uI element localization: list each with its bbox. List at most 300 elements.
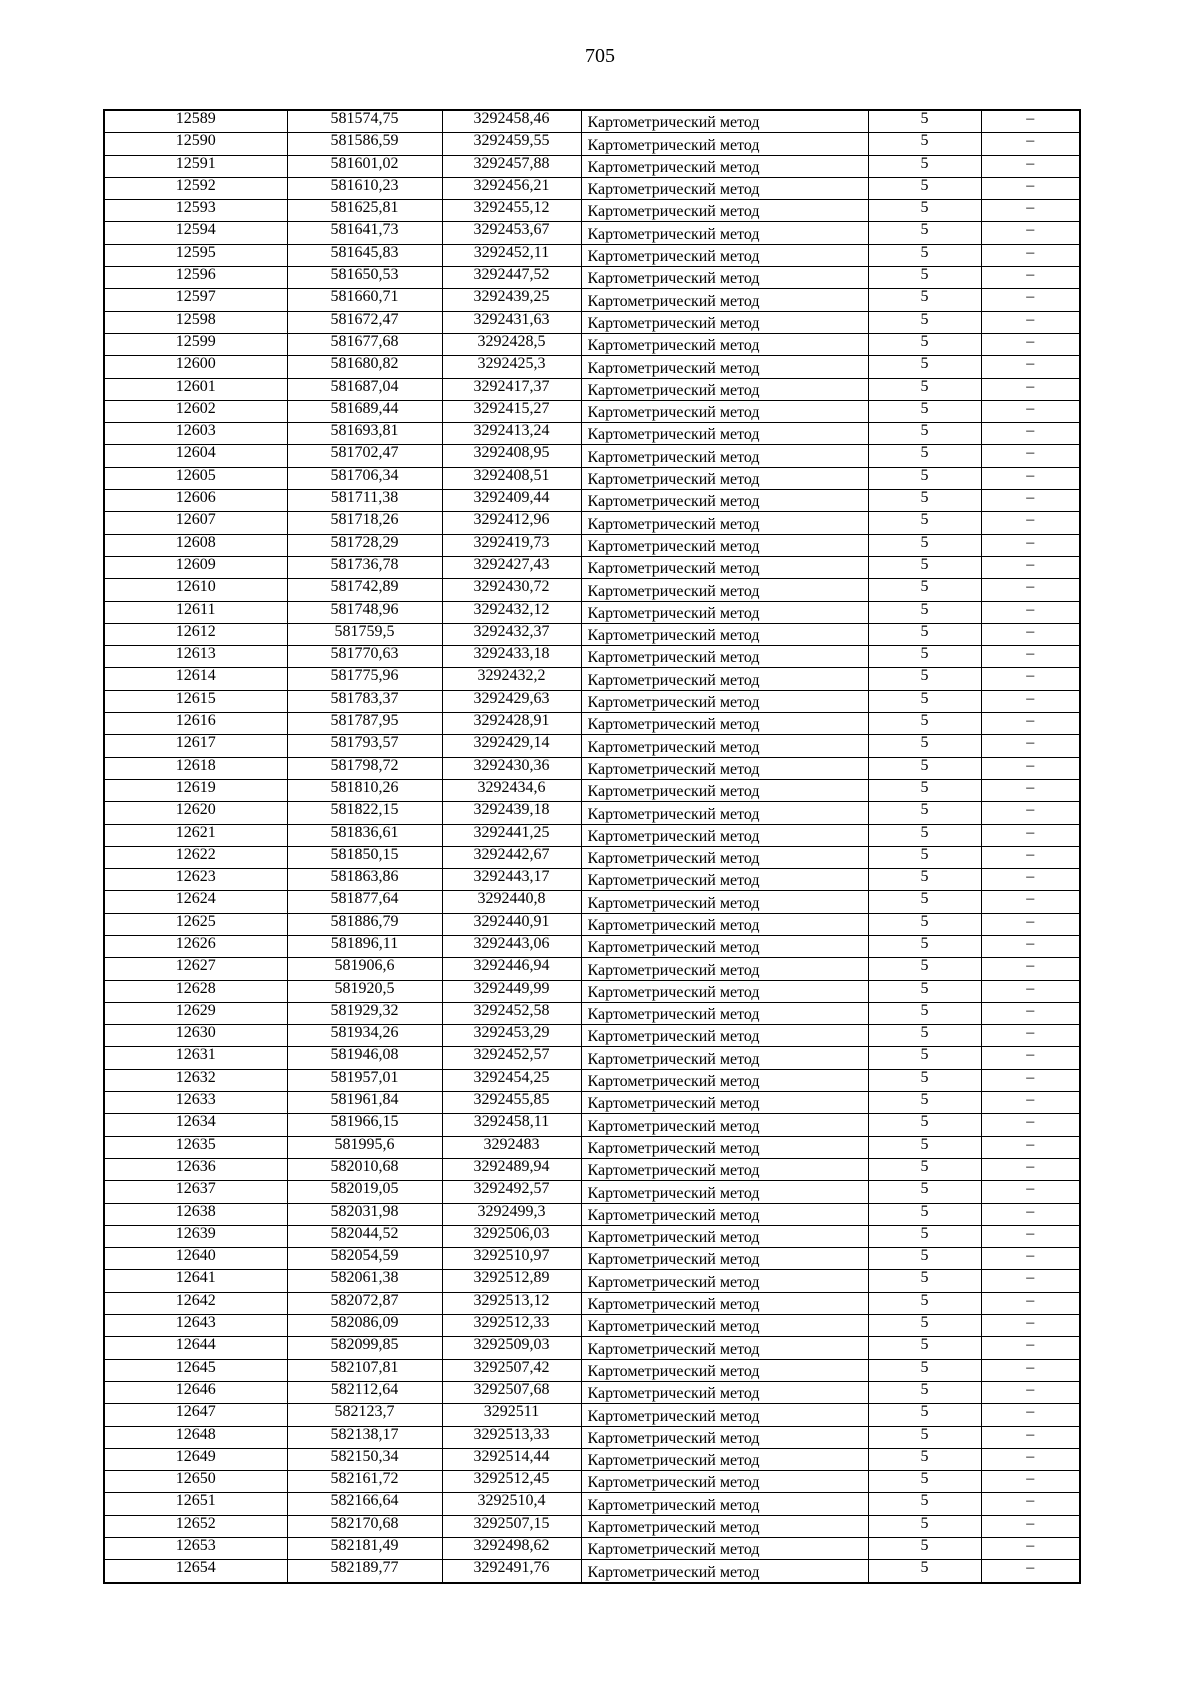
point-number-cell: 12637 [104, 1181, 287, 1203]
table-row [104, 869, 1080, 891]
x-coordinate-cell: 581920,5 [287, 980, 442, 1002]
point-number-cell: 12610 [104, 579, 287, 601]
accuracy-cell: 5 [868, 1515, 981, 1537]
point-number-cell: 12636 [104, 1158, 287, 1180]
table-row [104, 1359, 1080, 1381]
note-cell: – [981, 1158, 1080, 1180]
y-coordinate-cell: 3292432,12 [442, 601, 581, 623]
accuracy-cell: 5 [868, 1538, 981, 1560]
method-cell: Картометрический метод [581, 1493, 868, 1515]
x-coordinate-cell: 581610,23 [287, 177, 442, 199]
point-number-cell: 12632 [104, 1069, 287, 1091]
table-row [104, 177, 1080, 199]
method-cell: Картометрический метод [581, 311, 868, 333]
accuracy-cell: 5 [868, 110, 981, 133]
accuracy-cell: 5 [868, 1092, 981, 1114]
y-coordinate-cell: 3292513,12 [442, 1292, 581, 1314]
x-coordinate-cell: 581687,04 [287, 378, 442, 400]
x-coordinate-cell: 581863,86 [287, 869, 442, 891]
method-cell: Картометрический метод [581, 1136, 868, 1158]
accuracy-cell: 5 [868, 1337, 981, 1359]
x-coordinate-cell: 582138,17 [287, 1426, 442, 1448]
x-coordinate-cell: 581787,95 [287, 713, 442, 735]
accuracy-cell: 5 [868, 200, 981, 222]
method-cell: Картометрический метод [581, 244, 868, 266]
table-row [104, 1047, 1080, 1069]
y-coordinate-cell: 3292430,72 [442, 579, 581, 601]
note-cell: – [981, 1203, 1080, 1225]
accuracy-cell: 5 [868, 1181, 981, 1203]
table-row [104, 1158, 1080, 1180]
x-coordinate-cell: 582150,34 [287, 1448, 442, 1470]
method-cell: Картометрический метод [581, 1158, 868, 1180]
note-cell: – [981, 891, 1080, 913]
note-cell: – [981, 155, 1080, 177]
method-cell: Картометрический метод [581, 690, 868, 712]
x-coordinate-cell: 582072,87 [287, 1292, 442, 1314]
note-cell: – [981, 1114, 1080, 1136]
note-cell: – [981, 289, 1080, 311]
note-cell: – [981, 490, 1080, 512]
point-number-cell: 12603 [104, 423, 287, 445]
accuracy-cell: 5 [868, 690, 981, 712]
method-cell: Картометрический метод [581, 601, 868, 623]
method-cell: Картометрический метод [581, 1047, 868, 1069]
note-cell: – [981, 646, 1080, 668]
x-coordinate-cell: 581877,64 [287, 891, 442, 913]
y-coordinate-cell: 3292447,52 [442, 267, 581, 289]
y-coordinate-cell: 3292506,03 [442, 1225, 581, 1247]
point-number-cell: 12606 [104, 490, 287, 512]
table-row [104, 735, 1080, 757]
note-cell: – [981, 1025, 1080, 1047]
table-row [104, 1448, 1080, 1470]
point-number-cell: 12646 [104, 1381, 287, 1403]
accuracy-cell: 5 [868, 1158, 981, 1180]
x-coordinate-cell: 582112,64 [287, 1381, 442, 1403]
y-coordinate-cell: 3292513,33 [442, 1426, 581, 1448]
accuracy-cell: 5 [868, 779, 981, 801]
point-number-cell: 12597 [104, 289, 287, 311]
accuracy-cell: 5 [868, 222, 981, 244]
accuracy-cell: 5 [868, 1426, 981, 1448]
y-coordinate-cell: 3292510,4 [442, 1493, 581, 1515]
method-cell: Картометрический метод [581, 646, 868, 668]
method-cell: Картометрический метод [581, 579, 868, 601]
method-cell: Картометрический метод [581, 1002, 868, 1024]
x-coordinate-cell: 582166,64 [287, 1493, 442, 1515]
accuracy-cell: 5 [868, 891, 981, 913]
y-coordinate-cell: 3292432,37 [442, 623, 581, 645]
method-cell: Картометрический метод [581, 133, 868, 155]
y-coordinate-cell: 3292429,14 [442, 735, 581, 757]
method-cell: Картометрический метод [581, 1515, 868, 1537]
method-cell: Картометрический метод [581, 623, 868, 645]
table-row [104, 1515, 1080, 1537]
method-cell: Картометрический метод [581, 1114, 868, 1136]
x-coordinate-cell: 581798,72 [287, 757, 442, 779]
x-coordinate-cell: 581957,01 [287, 1069, 442, 1091]
point-number-cell: 12645 [104, 1359, 287, 1381]
method-cell: Картометрический метод [581, 802, 868, 824]
accuracy-cell: 5 [868, 512, 981, 534]
note-cell: – [981, 1270, 1080, 1292]
note-cell: – [981, 133, 1080, 155]
note-cell: – [981, 1002, 1080, 1024]
table-row [104, 244, 1080, 266]
method-cell: Картометрический метод [581, 400, 868, 422]
y-coordinate-cell: 3292452,58 [442, 1002, 581, 1024]
method-cell: Картометрический метод [581, 1381, 868, 1403]
accuracy-cell: 5 [868, 423, 981, 445]
point-number-cell: 12599 [104, 333, 287, 355]
accuracy-cell: 5 [868, 177, 981, 199]
x-coordinate-cell: 581672,47 [287, 311, 442, 333]
x-coordinate-cell: 581886,79 [287, 913, 442, 935]
accuracy-cell: 5 [868, 534, 981, 556]
table-row [104, 133, 1080, 155]
point-number-cell: 12625 [104, 913, 287, 935]
note-cell: – [981, 378, 1080, 400]
accuracy-cell: 5 [868, 802, 981, 824]
point-number-cell: 12620 [104, 802, 287, 824]
method-cell: Картометрический метод [581, 757, 868, 779]
note-cell: – [981, 1292, 1080, 1314]
table-row [104, 1225, 1080, 1247]
table-row [104, 1069, 1080, 1091]
table-row [104, 378, 1080, 400]
y-coordinate-cell: 3292456,21 [442, 177, 581, 199]
accuracy-cell: 5 [868, 490, 981, 512]
x-coordinate-cell: 581906,6 [287, 958, 442, 980]
x-coordinate-cell: 582099,85 [287, 1337, 442, 1359]
accuracy-cell: 5 [868, 1203, 981, 1225]
method-cell: Картометрический метод [581, 177, 868, 199]
y-coordinate-cell: 3292432,2 [442, 668, 581, 690]
table-row [104, 935, 1080, 957]
y-coordinate-cell: 3292507,68 [442, 1381, 581, 1403]
method-cell: Картометрический метод [581, 779, 868, 801]
method-cell: Картометрический метод [581, 155, 868, 177]
accuracy-cell: 5 [868, 311, 981, 333]
method-cell: Картометрический метод [581, 1404, 868, 1426]
table-row [104, 601, 1080, 623]
point-number-cell: 12598 [104, 311, 287, 333]
accuracy-cell: 5 [868, 980, 981, 1002]
y-coordinate-cell: 3292440,91 [442, 913, 581, 935]
method-cell: Картометрический метод [581, 1538, 868, 1560]
y-coordinate-cell: 3292452,11 [442, 244, 581, 266]
x-coordinate-cell: 582086,09 [287, 1315, 442, 1337]
x-coordinate-cell: 581966,15 [287, 1114, 442, 1136]
method-cell: Картометрический метод [581, 913, 868, 935]
y-coordinate-cell: 3292492,57 [442, 1181, 581, 1203]
y-coordinate-cell: 3292446,94 [442, 958, 581, 980]
accuracy-cell: 5 [868, 1359, 981, 1381]
x-coordinate-cell: 581574,75 [287, 110, 442, 133]
accuracy-cell: 5 [868, 556, 981, 578]
table-row [104, 289, 1080, 311]
y-coordinate-cell: 3292509,03 [442, 1337, 581, 1359]
accuracy-cell: 5 [868, 646, 981, 668]
x-coordinate-cell: 581822,15 [287, 802, 442, 824]
y-coordinate-cell: 3292452,57 [442, 1047, 581, 1069]
accuracy-cell: 5 [868, 601, 981, 623]
point-number-cell: 12590 [104, 133, 287, 155]
point-number-cell: 12600 [104, 356, 287, 378]
method-cell: Картометрический метод [581, 958, 868, 980]
x-coordinate-cell: 582031,98 [287, 1203, 442, 1225]
x-coordinate-cell: 582019,05 [287, 1181, 442, 1203]
x-coordinate-cell: 581660,71 [287, 289, 442, 311]
y-coordinate-cell: 3292425,3 [442, 356, 581, 378]
x-coordinate-cell: 581641,73 [287, 222, 442, 244]
method-cell: Картометрический метод [581, 378, 868, 400]
y-coordinate-cell: 3292512,89 [442, 1270, 581, 1292]
method-cell: Картометрический метод [581, 423, 868, 445]
x-coordinate-cell: 581934,26 [287, 1025, 442, 1047]
method-cell: Картометрический метод [581, 1426, 868, 1448]
method-cell: Картометрический метод [581, 735, 868, 757]
table-row [104, 490, 1080, 512]
point-number-cell: 12595 [104, 244, 287, 266]
method-cell: Картометрический метод [581, 668, 868, 690]
note-cell: – [981, 512, 1080, 534]
y-coordinate-cell: 3292409,44 [442, 490, 581, 512]
y-coordinate-cell: 3292433,18 [442, 646, 581, 668]
point-number-cell: 12627 [104, 958, 287, 980]
point-number-cell: 12618 [104, 757, 287, 779]
accuracy-cell: 5 [868, 757, 981, 779]
point-number-cell: 12602 [104, 400, 287, 422]
table-row [104, 1270, 1080, 1292]
point-number-cell: 12631 [104, 1047, 287, 1069]
point-number-cell: 12594 [104, 222, 287, 244]
method-cell: Картометрический метод [581, 1560, 868, 1583]
note-cell: – [981, 824, 1080, 846]
method-cell: Картометрический метод [581, 333, 868, 355]
method-cell: Картометрический метод [581, 713, 868, 735]
method-cell: Картометрический метод [581, 980, 868, 1002]
y-coordinate-cell: 3292434,6 [442, 779, 581, 801]
x-coordinate-cell: 581929,32 [287, 1002, 442, 1024]
method-cell: Картометрический метод [581, 1225, 868, 1247]
y-coordinate-cell: 3292512,45 [442, 1471, 581, 1493]
x-coordinate-cell: 581693,81 [287, 423, 442, 445]
y-coordinate-cell: 3292442,67 [442, 846, 581, 868]
y-coordinate-cell: 3292455,12 [442, 200, 581, 222]
table-row [104, 1248, 1080, 1270]
point-number-cell: 12640 [104, 1248, 287, 1270]
table-row [104, 1002, 1080, 1024]
point-number-cell: 12614 [104, 668, 287, 690]
table-row [104, 1315, 1080, 1337]
x-coordinate-cell: 581946,08 [287, 1047, 442, 1069]
note-cell: – [981, 913, 1080, 935]
accuracy-cell: 5 [868, 378, 981, 400]
x-coordinate-cell: 582123,7 [287, 1404, 442, 1426]
y-coordinate-cell: 3292428,91 [442, 713, 581, 735]
y-coordinate-cell: 3292453,29 [442, 1025, 581, 1047]
table-row [104, 1471, 1080, 1493]
table-row [104, 267, 1080, 289]
x-coordinate-cell: 581896,11 [287, 935, 442, 957]
method-cell: Картометрический метод [581, 200, 868, 222]
x-coordinate-cell: 581718,26 [287, 512, 442, 534]
y-coordinate-cell: 3292514,44 [442, 1448, 581, 1470]
x-coordinate-cell: 581759,5 [287, 623, 442, 645]
accuracy-cell: 5 [868, 1270, 981, 1292]
note-cell: – [981, 1515, 1080, 1537]
x-coordinate-cell: 581677,68 [287, 333, 442, 355]
point-number-cell: 12647 [104, 1404, 287, 1426]
table-row [104, 980, 1080, 1002]
y-coordinate-cell: 3292443,06 [442, 935, 581, 957]
note-cell: – [981, 200, 1080, 222]
point-number-cell: 12607 [104, 512, 287, 534]
method-cell: Картометрический метод [581, 1359, 868, 1381]
y-coordinate-cell: 3292408,95 [442, 445, 581, 467]
table-row [104, 1092, 1080, 1114]
table-row [104, 690, 1080, 712]
note-cell: – [981, 802, 1080, 824]
note-cell: – [981, 1337, 1080, 1359]
point-number-cell: 12643 [104, 1315, 287, 1337]
accuracy-cell: 5 [868, 1292, 981, 1314]
y-coordinate-cell: 3292413,24 [442, 423, 581, 445]
note-cell: – [981, 556, 1080, 578]
table-row [104, 646, 1080, 668]
x-coordinate-cell: 581810,26 [287, 779, 442, 801]
table-row [104, 623, 1080, 645]
y-coordinate-cell: 3292428,5 [442, 333, 581, 355]
x-coordinate-cell: 581711,38 [287, 490, 442, 512]
accuracy-cell: 5 [868, 913, 981, 935]
point-number-cell: 12652 [104, 1515, 287, 1537]
point-number-cell: 12616 [104, 713, 287, 735]
point-number-cell: 12642 [104, 1292, 287, 1314]
note-cell: – [981, 869, 1080, 891]
accuracy-cell: 5 [868, 846, 981, 868]
accuracy-cell: 5 [868, 713, 981, 735]
method-cell: Картометрический метод [581, 267, 868, 289]
note-cell: – [981, 779, 1080, 801]
note-cell: – [981, 267, 1080, 289]
method-cell: Картометрический метод [581, 1448, 868, 1470]
note-cell: – [981, 668, 1080, 690]
page-number: 705 [585, 45, 615, 67]
note-cell: – [981, 1047, 1080, 1069]
note-cell: – [981, 1359, 1080, 1381]
x-coordinate-cell: 581770,63 [287, 646, 442, 668]
note-cell: – [981, 244, 1080, 266]
note-cell: – [981, 1248, 1080, 1270]
note-cell: – [981, 1381, 1080, 1403]
x-coordinate-cell: 581601,02 [287, 155, 442, 177]
table-row [104, 668, 1080, 690]
accuracy-cell: 5 [868, 244, 981, 266]
point-number-cell: 12628 [104, 980, 287, 1002]
y-coordinate-cell: 3292419,73 [442, 534, 581, 556]
method-cell: Картометрический метод [581, 1069, 868, 1091]
note-cell: – [981, 467, 1080, 489]
y-coordinate-cell: 3292510,97 [442, 1248, 581, 1270]
method-cell: Картометрический метод [581, 935, 868, 957]
y-coordinate-cell: 3292507,42 [442, 1359, 581, 1381]
y-coordinate-cell: 3292408,51 [442, 467, 581, 489]
note-cell: – [981, 534, 1080, 556]
y-coordinate-cell: 3292458,46 [442, 110, 581, 133]
method-cell: Картометрический метод [581, 110, 868, 133]
method-cell: Картометрический метод [581, 1203, 868, 1225]
x-coordinate-cell: 582181,49 [287, 1538, 442, 1560]
accuracy-cell: 5 [868, 668, 981, 690]
point-number-cell: 12633 [104, 1092, 287, 1114]
y-coordinate-cell: 3292489,94 [442, 1158, 581, 1180]
x-coordinate-cell: 581836,61 [287, 824, 442, 846]
point-number-cell: 12612 [104, 623, 287, 645]
x-coordinate-cell: 581742,89 [287, 579, 442, 601]
x-coordinate-cell: 582010,68 [287, 1158, 442, 1180]
point-number-cell: 12630 [104, 1025, 287, 1047]
note-cell: – [981, 601, 1080, 623]
y-coordinate-cell: 3292430,36 [442, 757, 581, 779]
method-cell: Картометрический метод [581, 1025, 868, 1047]
point-number-cell: 12609 [104, 556, 287, 578]
x-coordinate-cell: 581775,96 [287, 668, 442, 690]
point-number-cell: 12653 [104, 1538, 287, 1560]
point-number-cell: 12654 [104, 1560, 287, 1583]
accuracy-cell: 5 [868, 267, 981, 289]
y-coordinate-cell: 3292440,8 [442, 891, 581, 913]
method-cell: Картометрический метод [581, 869, 868, 891]
y-coordinate-cell: 3292483 [442, 1136, 581, 1158]
note-cell: – [981, 1448, 1080, 1470]
table-row [104, 1292, 1080, 1314]
method-cell: Картометрический метод [581, 512, 868, 534]
point-number-cell: 12592 [104, 177, 287, 199]
accuracy-cell: 5 [868, 467, 981, 489]
point-number-cell: 12608 [104, 534, 287, 556]
x-coordinate-cell: 581748,96 [287, 601, 442, 623]
table-row [104, 757, 1080, 779]
table-row [104, 1493, 1080, 1515]
y-coordinate-cell: 3292455,85 [442, 1092, 581, 1114]
x-coordinate-cell: 581736,78 [287, 556, 442, 578]
x-coordinate-cell: 581586,59 [287, 133, 442, 155]
x-coordinate-cell: 581680,82 [287, 356, 442, 378]
note-cell: – [981, 1493, 1080, 1515]
note-cell: – [981, 1069, 1080, 1091]
point-number-cell: 12644 [104, 1337, 287, 1359]
table-row [104, 423, 1080, 445]
accuracy-cell: 5 [868, 935, 981, 957]
note-cell: – [981, 1181, 1080, 1203]
method-cell: Картометрический метод [581, 534, 868, 556]
accuracy-cell: 5 [868, 824, 981, 846]
table-row [104, 824, 1080, 846]
y-coordinate-cell: 3292491,76 [442, 1560, 581, 1583]
y-coordinate-cell: 3292449,99 [442, 980, 581, 1002]
point-number-cell: 12611 [104, 601, 287, 623]
table-row [104, 1337, 1080, 1359]
table-row [104, 222, 1080, 244]
accuracy-cell: 5 [868, 1025, 981, 1047]
method-cell: Картометрический метод [581, 1315, 868, 1337]
accuracy-cell: 5 [868, 1381, 981, 1403]
method-cell: Картометрический метод [581, 289, 868, 311]
note-cell: – [981, 1560, 1080, 1583]
